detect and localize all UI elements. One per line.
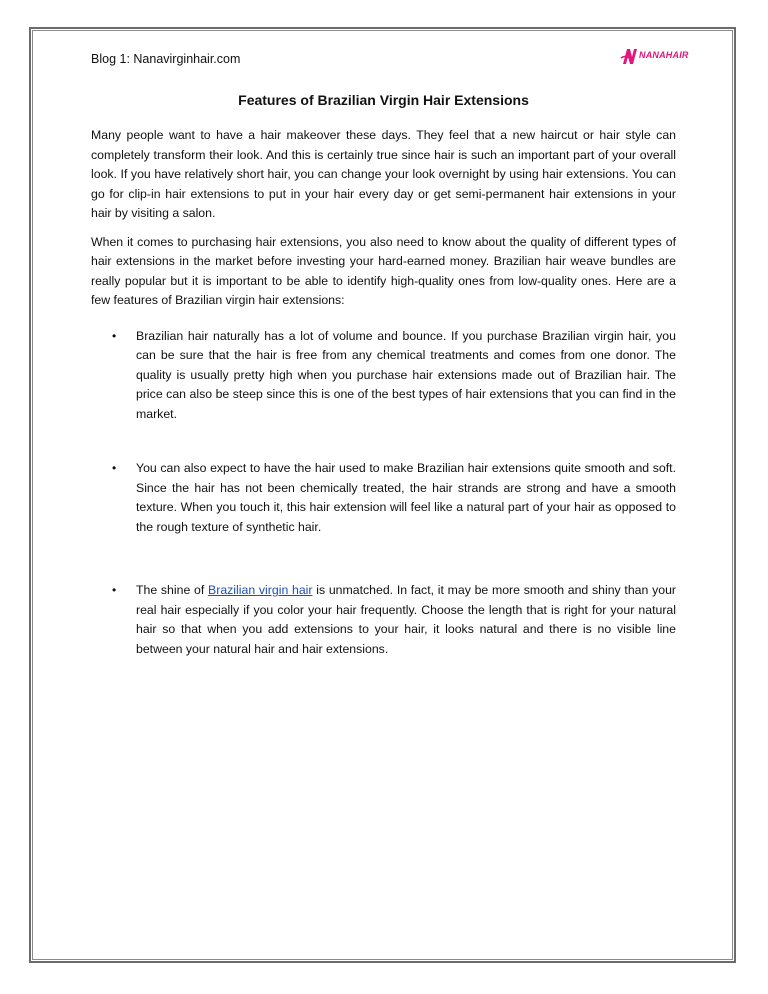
nanahair-logo	[620, 46, 689, 68]
list-item-text-after: is unmatched. In fact, it may be more smooth and shiny than your real hair especially if you color your hair frequently. Choose the length that is right for your natural hair so that when you add extensions to your hair, it looks natural and there is no visible line between your natural hair and hair extensions.	[136, 583, 676, 656]
bullet-icon: •	[112, 583, 117, 597]
article-body	[91, 126, 676, 694]
list-item-text: Brazilian hair naturally has a lot of volume and bounce. If you purchase Brazilian virgin hair, you can be sure that the hair is free from any chemical treatments and comes from one donor. The quality is usually pretty high when you purchase hair extensions made out of Brazilian hair. The price can also be steep since this is one of the best types of hair extensions that you can find in the market.	[136, 328, 676, 421]
blog-header-label: Blog 1: Nanavirginhair.com	[91, 52, 241, 66]
list-item-text: You can also expect to have the hair used to make Brazilian hair extensions quite smooth and soft. Since the hair has not been chemically treated, the hair strands are strong and have a smooth texture. When you touch it, this hair extension will feel like a natural part of your hair as opposed to the rough texture of synthetic hair.	[136, 461, 676, 534]
bullet-icon: •	[112, 328, 117, 343]
intro-paragraph: Many people want to have a hair makeover these days. They feel that a new haircut or hair style can completely transform their look. And this is certainly true since hair is such an important part of your overall look. If you have relatively short hair, you can change your look overnight by using hair extensions. You can go for clip-in hair extensions to put in your hair every day or get semi-permanent hair extensions in your hair by visiting a salon.	[91, 128, 676, 220]
logo-text: NANAHAIR	[639, 50, 689, 60]
bullet-icon: •	[112, 461, 117, 475]
list-item	[91, 581, 676, 659]
article-title: Features of Brazilian Virgin Hair Extensions	[238, 92, 529, 108]
list-item	[91, 327, 676, 425]
brazilian-virgin-hair-link[interactable]: Brazilian virgin hair	[208, 583, 313, 597]
feature-list	[91, 327, 676, 660]
list-item-text-before: The shine of	[136, 583, 209, 597]
second-paragraph: When it comes to purchasing hair extensions, you also need to know about the quality of different types of hair extensions in the market before investing your hard-earned money. Brazilian hair weave bundles are really popular but it is important to be able to identify high-quality ones from low-quality ones. Here are a few features of Brazilian virgin hair extensions:	[91, 234, 676, 307]
list-item	[91, 459, 676, 537]
